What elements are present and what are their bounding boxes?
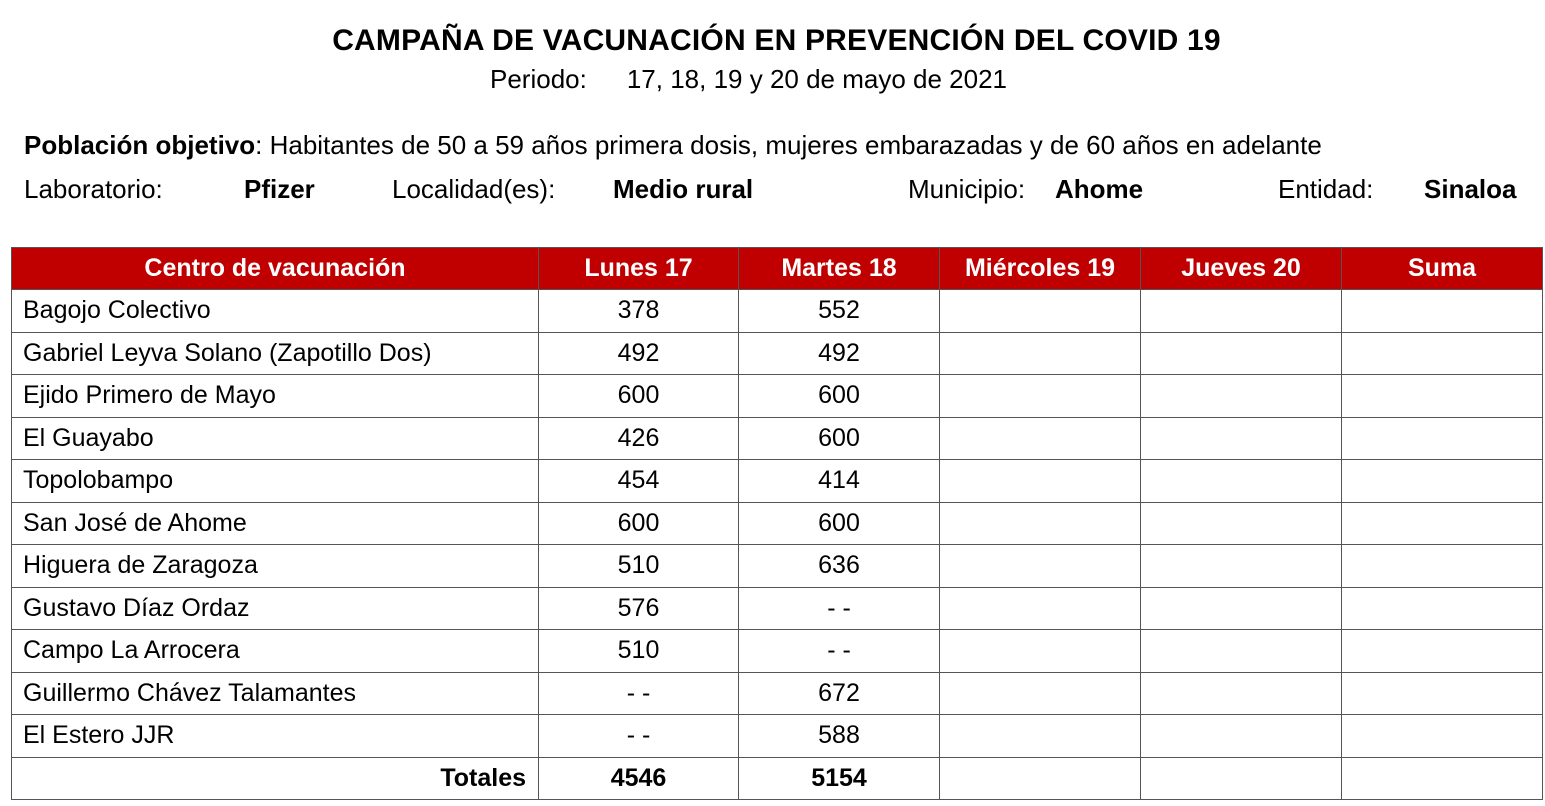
table-row [12,417,1543,460]
entity-value: Sinaloa [1424,174,1517,204]
cell-suma [1342,545,1543,588]
cell-lunes: 600 [539,502,739,545]
total-martes: 5154 [739,757,940,800]
cell-jueves [1141,375,1342,418]
cell-martes: 600 [739,502,940,545]
table-row [12,630,1543,673]
vaccination-table [11,247,1543,800]
totals-label: Totales [12,757,539,800]
cell-jueves [1141,587,1342,630]
cell-lunes: 378 [539,290,739,333]
cell-miercoles [940,715,1141,758]
lab-value: Pfizer [244,174,315,204]
total-suma [1342,757,1543,800]
cell-centro: Topolobampo [12,460,539,503]
cell-miercoles [940,417,1141,460]
header-martes: Martes 18 [739,248,940,290]
locality-value: Medio rural [613,174,754,204]
population-text: : Habitantes de 50 a 59 años primera dosis, mujeres embarazadas y de 60 años en adelante [255,130,1322,160]
totals-row [12,757,1543,800]
total-jueves [1141,757,1342,800]
cell-suma [1342,630,1543,673]
cell-martes: 492 [739,332,940,375]
cell-centro: Gabriel Leyva Solano (Zapotillo Dos) [12,332,539,375]
cell-lunes: 510 [539,545,739,588]
cell-centro: San José de Ahome [12,502,539,545]
table-row [12,672,1543,715]
total-lunes: 4546 [539,757,739,800]
cell-jueves [1141,460,1342,503]
municipality-value: Ahome [1055,174,1144,204]
cell-jueves [1141,715,1342,758]
cell-centro: Bagojo Colectivo [12,290,539,333]
population-label: Población objetivo [24,130,256,160]
cell-centro: Guillermo Chávez Talamantes [12,672,539,715]
header-suma: Suma [1342,248,1543,290]
cell-martes: - - [739,630,940,673]
cell-miercoles [940,502,1141,545]
table-row [12,290,1543,333]
header-jueves: Jueves 20 [1141,248,1342,290]
cell-martes: 672 [739,672,940,715]
cell-centro: Higuera de Zaragoza [12,545,539,588]
cell-lunes: - - [539,715,739,758]
cell-jueves [1141,290,1342,333]
cell-jueves [1141,630,1342,673]
table-row [12,587,1543,630]
cell-martes: 636 [739,545,940,588]
header-centro: Centro de vacunación [12,248,539,290]
header-lunes: Lunes 17 [539,248,739,290]
cell-miercoles [940,587,1141,630]
locality-label: Localidad(es): [392,174,556,204]
lab-label: Laboratorio: [24,174,163,204]
cell-martes: 600 [739,375,940,418]
cell-suma [1342,715,1543,758]
cell-suma [1342,375,1543,418]
municipality-label: Municipio: [908,174,1026,204]
cell-lunes: 600 [539,375,739,418]
period-dates: 17, 18, 19 y 20 de mayo de 2021 [626,64,1008,94]
cell-miercoles [940,672,1141,715]
table-row [12,460,1543,503]
cell-martes: 552 [739,290,940,333]
cell-martes: 414 [739,460,940,503]
cell-miercoles [940,332,1141,375]
period-line [490,64,1007,95]
header-miercoles: Miércoles 19 [940,248,1141,290]
cell-suma [1342,502,1543,545]
cell-centro: El Estero JJR [12,715,539,758]
cell-jueves [1141,672,1342,715]
cell-martes: - - [739,587,940,630]
period-label: Periodo: [490,64,587,94]
cell-centro: Gustavo Díaz Ordaz [12,587,539,630]
cell-martes: 588 [739,715,940,758]
cell-lunes: 510 [539,630,739,673]
cell-miercoles [940,460,1141,503]
cell-jueves [1141,545,1342,588]
cell-lunes: 426 [539,417,739,460]
cell-centro: Campo La Arrocera [12,630,539,673]
cell-suma [1342,332,1543,375]
cell-jueves [1141,502,1342,545]
cell-miercoles [940,630,1141,673]
cell-lunes: - - [539,672,739,715]
table-row [12,502,1543,545]
cell-miercoles [940,545,1141,588]
cell-miercoles [940,375,1141,418]
population-line [24,130,1322,161]
cell-suma [1342,672,1543,715]
cell-lunes: 576 [539,587,739,630]
cell-lunes: 454 [539,460,739,503]
cell-jueves [1141,332,1342,375]
cell-jueves [1141,417,1342,460]
cell-miercoles [940,290,1141,333]
table-row [12,545,1543,588]
cell-suma [1342,417,1543,460]
cell-martes: 600 [739,417,940,460]
document-title: CAMPAÑA DE VACUNACIÓN EN PREVENCIÓN DEL COVID 19 [332,24,1221,57]
cell-suma [1342,587,1543,630]
cell-suma [1342,460,1543,503]
cell-lunes: 492 [539,332,739,375]
table-row [12,332,1543,375]
table-header-row [12,248,1543,290]
cell-suma [1342,290,1543,333]
cell-centro: El Guayabo [12,417,539,460]
entity-label: Entidad: [1278,174,1374,204]
cell-centro: Ejido Primero de Mayo [12,375,539,418]
table-row [12,375,1543,418]
total-miercoles [940,757,1141,800]
table-row [12,715,1543,758]
